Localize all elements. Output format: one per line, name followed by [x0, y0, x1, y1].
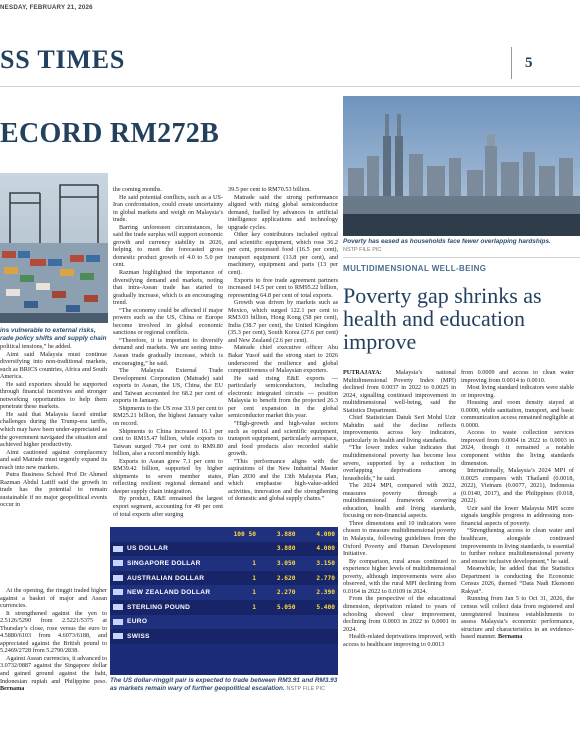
main-headline: ECORD RM272B: [0, 118, 220, 149]
paragraph: At the opening, the ringgit traded higher against a basket of major and Asean currencies.: [0, 587, 107, 610]
currency-name: [110, 615, 213, 630]
side-story-headline: Poverty gap shrinks as health and education improve: [343, 283, 542, 354]
paragraph: The Malaysia External Trade Development Corporation (Matrade) said exports to Asean, the US, China, the EU and Taiwan accounted for 68.2 per cent of exports in January.: [113, 367, 223, 405]
photo-credit: NSTP FILE PIC: [286, 685, 325, 692]
paragraph: “The lower index value indicates that multidimensional poverty has become less severe, supported by a reduction in overlapping deprivations among households,” he said.: [343, 444, 456, 482]
rate-value: [298, 556, 338, 571]
rate-label: 2.390: [316, 589, 335, 597]
currency-name: [110, 556, 213, 571]
rate-label: 3.050: [276, 559, 296, 567]
paragraph: Meanwhile, he added that the Statistics Department is conducting the Economic Census 2026, themed “Data Nadi Ekonomi Rakyat”.: [461, 565, 574, 595]
main-story-column-2: [113, 186, 223, 518]
paragraph: “Therefore, it is important to diversify demand and markets. We are seeing intra-Asean trade gradually increase, which is encouraging,” he said.: [113, 336, 223, 367]
rate-value: [213, 585, 259, 600]
rate-label: 2.620: [276, 574, 296, 582]
rate-value: [213, 600, 259, 615]
paragraph: Matrade chief executive officer Abu Bakar Yusof said the strong start to 2026 underscored the resilience and global competitiveness of Malaysian exporters.: [228, 344, 338, 375]
currency-name: [110, 600, 213, 615]
rate-value: [298, 527, 338, 542]
rate-label: 1: [252, 603, 256, 611]
rate-label: 5.400: [316, 603, 335, 611]
rate-value: [298, 600, 338, 615]
port-photo: [0, 173, 108, 323]
paragraph: He said potential conflicts, such as a US-Iran confrontation, could create uncertainty in global markets and weigh on Malaysia’s trade.: [113, 193, 223, 224]
dateline: PUTRAJAYA:: [343, 369, 382, 376]
paragraph: [461, 595, 574, 640]
caption-text: Poverty has eased as households face fewer overlapping hardships.: [343, 238, 551, 245]
byline: Bernama: [0, 685, 25, 693]
paragraph: Access to waste collection services improved from 0.0004 in 2022 to 0.0003 in 2024, though it remained a notable component within the living standards dimension.: [461, 429, 574, 467]
rate-label: 2.270: [276, 589, 296, 597]
rate-value: [213, 615, 259, 630]
paragraph-text: Malaysia’s national Multidimensional Poverty Index (MPI) declined from 0.0037 in 2022 to 0.0025 in 2024, signalling continued improvement in multidimensional well-being, said the Statistics Department.: [343, 369, 456, 414]
paragraph: from 0.0009 and access to clean water improving from 0.0014 to 0.0010.: [461, 369, 574, 384]
paragraph: It strengthened against the yen to 2.5126/5290 from 2.5221/5375 at Thursday’s close, rose versus the euro to 4.5880/6103 from 4.6073/6188, and appreciated against the British pound to 5.2469/2728 from 5.2790/2838.: [0, 609, 107, 655]
currency-board-caption: [110, 677, 338, 693]
currency-row: [110, 585, 338, 600]
paragraph: Other key contributors included optical and scientific equipment, which rose 36.2 per cent, processed food (16.5 per cent), transport equipment (13.8 per cent), and machinery, equipment and parts (13 per cent).: [228, 231, 338, 277]
paragraph: The 2024 MPI, compared with 2022, measures poverty through a multidimensional framework covering education, health and living standards, focusing on non-financial aspects.: [343, 482, 456, 520]
currency-row: [110, 629, 338, 644]
rate-label: 3.880: [276, 530, 296, 538]
rate-label: 100 50: [233, 530, 256, 538]
paragraph: Aimi said Malaysia must continue diversifying into non-traditional markets, such as BRICS countries, Africa and South America.: [0, 350, 107, 381]
paragraph: Growth was driven by markets such as Mexico, which surged 122.1 per cent to RM3.03 billion, Hong Kong (58 per cent), India (38.7 per cent), the United Kingdom (35.3 per cent), South Korea (27.6 per cent) and New Zealand (2.6 per cent).: [228, 299, 338, 344]
paragraph: Chief Statistician Datuk Seri Mohd Uzir Mahidin said the decline reflects improvements across key indicators, particularly in health and living standards.: [343, 414, 456, 444]
rate-value: [213, 542, 259, 557]
rate-value: [213, 527, 259, 542]
skyline-photo-caption: [343, 238, 580, 254]
rate-label: 1: [252, 574, 256, 582]
rate-value: [259, 600, 299, 615]
paragraph: Exports to Asean grew 7.1 per cent to RM39.42 billion, supported by higher shipments to seven member states, reflecting resilient regional demand and deeper supply chain integration.: [113, 457, 223, 495]
flag-icon: [113, 546, 123, 552]
masthead-divider: [511, 47, 512, 79]
rate-label: 4.000: [316, 545, 335, 553]
paragraph: [0, 655, 107, 693]
rate-value: [298, 615, 338, 630]
rate-value: [298, 542, 338, 557]
paragraph: He said that Malaysia faced similar challenges during the Trump-era tariffs, which may have been under-appreciated as the government navigated the situation and achieved higher productivity.: [0, 410, 107, 449]
paragraph: Shipments to the US rose 33.9 per cent to RM25.21 billion, the highest January value on record.: [113, 404, 223, 427]
rate-value: [259, 542, 299, 557]
rate-value: [298, 629, 338, 644]
photo-credit: NSTP FILE PIC: [343, 246, 382, 253]
paragraph: 39.5 per cent to RM70.53 billion.: [228, 186, 311, 193]
top-rule: [0, 86, 580, 87]
paragraph: Matrade said the strong performance aligned with rising global semiconductor demand, fuelled by advances in artificial intelligence applications and technology upgrade cycles.: [228, 193, 338, 231]
paragraph: the coming months.: [113, 186, 162, 193]
rate-label: 1: [252, 589, 256, 597]
rate-label: 2.770: [316, 574, 335, 582]
rate-value: [259, 585, 299, 600]
flag-icon: [113, 575, 123, 581]
paragraph: Shipments to China increased 16.1 per cent to RM15.47 billion, while exports to Taiwan surged 79.4 per cent to RM9.80 billion, also a record monthly high.: [113, 427, 223, 458]
rate-value: [259, 556, 299, 571]
paragraph: Barring unforeseen circumstances, he said the trade surplus will support economic growth and currency stability in 2026, helping to meet the forecasted gross domestic product growth of 4.0 to 5.0 per cent.: [113, 223, 223, 269]
currency-name: [110, 585, 213, 600]
paragraph: Housing and room density stayed at 0.0000, while sanitation, transport, and basic communication access remained negligible at 0.0000.: [461, 399, 574, 429]
currency-name: [110, 571, 213, 586]
rate-value: [298, 585, 338, 600]
paragraph: “The economy could be affected if major powers such as the US, China or Europe become involved in global economic sanctions or regional conflicts.: [113, 306, 223, 337]
rate-value: [259, 615, 299, 630]
paragraph: By comparison, rural areas continued to experience higher levels of multidimensional poverty, although improvements were also observed, with the rural MPI declining from 0.0164 in 2022 to 0.0109 in 2024.: [343, 557, 456, 595]
rate-label: 3.880: [276, 545, 296, 553]
caption-text: The US dollar-ringgit pair is expected to trade between RM3.91 and RM3.93 as markets remain wary of further geopolitical escalation.: [110, 677, 338, 692]
flag-icon: [113, 604, 123, 610]
rate-label: 4.000: [316, 530, 335, 538]
paragraph: political tensions,” he added.: [0, 343, 72, 350]
currency-row: [110, 615, 338, 630]
side-story-column-2: [461, 369, 574, 641]
byline: Bernama: [497, 633, 523, 641]
paragraph: He said exporters should be supported through financial incentives and stronger networking opportunities to help them penetrate these markets.: [0, 380, 107, 411]
section-rule: [343, 257, 580, 258]
flag-icon: [113, 560, 123, 566]
paragraph: Putra Business School Prof Dr Ahmed Razman Abdul Latiff said the growth in trade has the potential to remain sustainable if no major geopolitical events occur in: [0, 471, 107, 509]
currency-label: STERLING POUND: [127, 603, 191, 611]
masthead: SS TIMES: [0, 45, 126, 74]
currency-board-photo: [110, 527, 338, 675]
paragraph: By product, E&E remained the largest export segment, accounting for 49 per cent of total exports after surging: [113, 495, 223, 518]
rate-label: 1: [252, 559, 256, 567]
dateline: NESDAY, FEBRUARY 21, 2026: [0, 4, 93, 11]
paragraph: [343, 369, 456, 414]
rate-value: [213, 556, 259, 571]
side-story-column-1: [343, 369, 456, 648]
main-story-column-3: [228, 186, 338, 503]
paragraph: Internationally, Malaysia’s 2024 MPI of 0.0025 compares with Thailand (0.0018, 2022), Vietnam (0.0077, 2021), Indonesia (0.0140, 2017), and the Philippines (0.018, 2022).: [461, 467, 574, 505]
currency-label: AUSTRALIAN DOLLAR: [127, 574, 205, 582]
currency-name: [110, 542, 213, 557]
paragraph: Aimi cautioned against complacency and said Matrade must urgently expand its reach into new markets.: [0, 448, 107, 471]
paragraph: “This performance aligns with the aspirations of the New Industrial Master Plan 2030 and the 13th Malaysia Plan, which emphasise high-value-added activities, innovation and the strengthening of domestic and global supply chains.”: [228, 457, 338, 503]
paragraph: Exports to free trade agreement partners increased 14.5 per cent to RM95.22 billion, representing 64.8 per cent of total exports.: [228, 276, 338, 299]
paragraph: He said rising E&E exports — particularly semiconductors, including electronic integrated circuits — position Malaysia to benefit from the projected 26.3 per cent expansion in the global semiconductor market this year.: [228, 374, 338, 420]
rate-value: [259, 571, 299, 586]
paragraph: Most living standard indicators were stable or improving.: [461, 384, 574, 399]
main-story-column-1: [0, 343, 107, 509]
rate-label: 3.150: [316, 559, 335, 567]
currency-row: [110, 527, 338, 542]
rate-value: [213, 629, 259, 644]
currency-name: [110, 527, 213, 542]
currency-name: [110, 629, 213, 644]
rate-label: 5.050: [276, 603, 296, 611]
currency-row: [110, 600, 338, 615]
currency-label: SWISS: [127, 632, 150, 640]
paragraph-text: Against Asean currencies, it advanced to 3.0732/0887 against the Singapore dollar and gained ground against the baht, Indonesian rupiah and Philippine peso.: [0, 654, 107, 685]
rate-value: [298, 571, 338, 586]
flag-icon: [113, 633, 123, 639]
paragraph: Three dimensions and 10 indicators were chosen to measure multidimensional poverty in Malaysia, following guidelines from the Oxford Poverty and Human Development Initiative.: [343, 519, 456, 558]
paragraph-text: Running from Jan 5 to Oct 31, 2026, the census will collect data from registered and unregistered business establishments to assess Malaysia’s economic performance, structure and characteristics in an evidence-based manner.: [461, 595, 574, 641]
currency-label: NEW ZEALAND DOLLAR: [127, 589, 211, 597]
currency-label: SINGAPORE DOLLAR: [127, 559, 201, 567]
city-skyline-photo: [343, 96, 580, 236]
currency-label: US DOLLAR: [127, 545, 169, 553]
port-photo-caption: ins vulnerable to external risks, rade policy shifts and supply chain: [0, 327, 107, 342]
paragraph: “High-growth and high-value sectors such as optical and scientific equipment, transport equipment, particularly aerospace, and food products also recorded stable growth.: [228, 419, 338, 458]
side-story-kicker: MULTIDIMENSIONAL WELL-BEING: [343, 264, 487, 273]
paragraph: Uzir said the lower Malaysia MPI score signals tangible progress in addressing non-financial aspects of poverty.: [461, 504, 574, 527]
paragraph: From the perspective of the educational dimension, deprivation related to years of schooling showed clear improvement, declining from 0.0003 in 2022 to 0.0001 in 2024.: [343, 595, 456, 633]
ringgit-column: [0, 587, 107, 693]
rate-value: [259, 629, 299, 644]
paragraph: “Strengthening access to clean water and healthcare, alongside continued improvements in living standards, is essential to further reduce multidimensional poverty and ensure inclusive development,” he said.: [461, 527, 574, 565]
page-number: 5: [525, 55, 533, 71]
currency-row: [110, 542, 338, 557]
currency-row: [110, 556, 338, 571]
currency-board: [110, 527, 338, 644]
paragraph: Health-related deprivations improved, with access to healthcare improving to 0.0013: [343, 633, 456, 648]
paragraph: Razman highlighted the importance of diversifying demand and markets, noting that intra-Asean trade has started to gradually increase, which is an encouraging trend.: [113, 269, 223, 307]
rate-value: [213, 571, 259, 586]
flag-icon: [113, 619, 123, 625]
flag-icon: [113, 589, 123, 595]
currency-label: EURO: [127, 618, 148, 626]
rate-value: [259, 527, 299, 542]
currency-row: [110, 571, 338, 586]
